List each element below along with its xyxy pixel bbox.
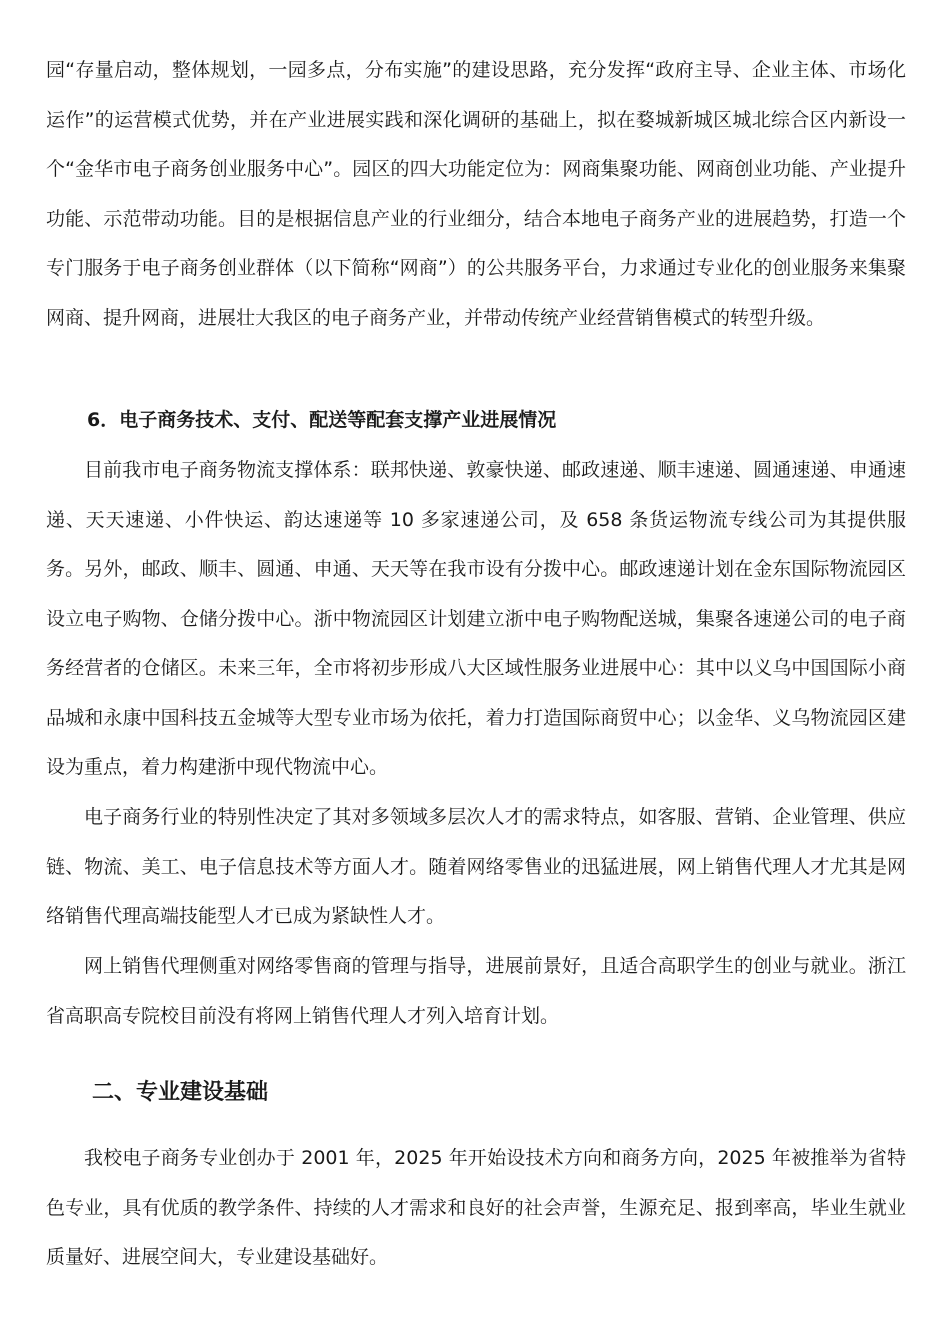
paragraph-talent-demand: 电子商务行业的特别性决定了其对多领域多层次人才的需求特点，如客服、营销、企业管理、供应链、物流、美工、电子信息技术等方面人才。随着网络零售业的迅猛进展，网上销售代理人才尤其是网络销售代理高端技能型人才已成为紧缺性人才。 <box>46 806 906 927</box>
paragraph-park-plan: 园“存量启动，整体规划，一园多点，分布实施”的建设思路，充分发挥“政府主导、企业主体、市场化运作”的运营模式优势，并在产业进展实践和深化调研的基础上，拟在婺城新城区城北综合区内新设一个“金华市电子商务创业服务中心”。园区的四大功能定位为：网商集聚功能、网商创业功能、产业提升功能、示范带动功能。目的是根据信息产业的行业细分，结合本地电子商务产业的进展趋势，打造一个专门服务于电子商务创业群体（以下简称“网商”）的公共服务平台，力求通过专业化的创业服务来集聚网商、提升网商，进展壮大我区的电子商务产业，并带动传统产业经营销售模式的转型升级。 <box>46 59 906 329</box>
paragraph-sales-agent: 网上销售代理侧重对网络零售商的管理与指导，进展前景好，且适合高职学生的创业与就业。浙江省高职高专院校目前没有将网上销售代理人才列入培育计划。 <box>46 955 906 1027</box>
section-heading-major-foundation: 二、专业建设基础 <box>92 1080 269 1105</box>
paragraph-major-history: 我校电子商务专业创办于 2001 年，2025 年开始设技术方向和商务方向，2025 年被推举为省特色专业，具有优质的教学条件、持续的人才需求和良好的社会声誉，生源充足、报到率高，毕业生就业质量好、进展空间大，专业建设基础好。 <box>46 1147 906 1268</box>
subheading-supporting-industries: 6．电子商务技术、支付、配送等配套支撑产业进展情况 <box>87 409 557 431</box>
paragraph-logistics-system: 目前我市电子商务物流支撑体系：联邦快递、敦豪快递、邮政速递、顺丰速递、圆通速递、申通速递、天天速递、小件快运、韵达速递等 10 多家速递公司，及 658 条货运物流专线公司为其提供服务。另外，邮政、顺丰、圆通、申通、天天等在我市设有分拨中心。邮政速递计划在金东国际物流园区设立电子购物、仓储分拨中心。浙中物流园区计划建立浙中电子购物配送城，集聚各速递公司的电子商务经营者的仓储区。未来三年，全市将初步形成八大区域性服务业进展中心：其中以义乌中国国际小商品城和永康中国科技五金城等大型专业市场为依托，着力打造国际商贸中心；以金华、义乌物流园区建设为重点，着力构建浙中现代物流中心。 <box>46 459 906 778</box>
